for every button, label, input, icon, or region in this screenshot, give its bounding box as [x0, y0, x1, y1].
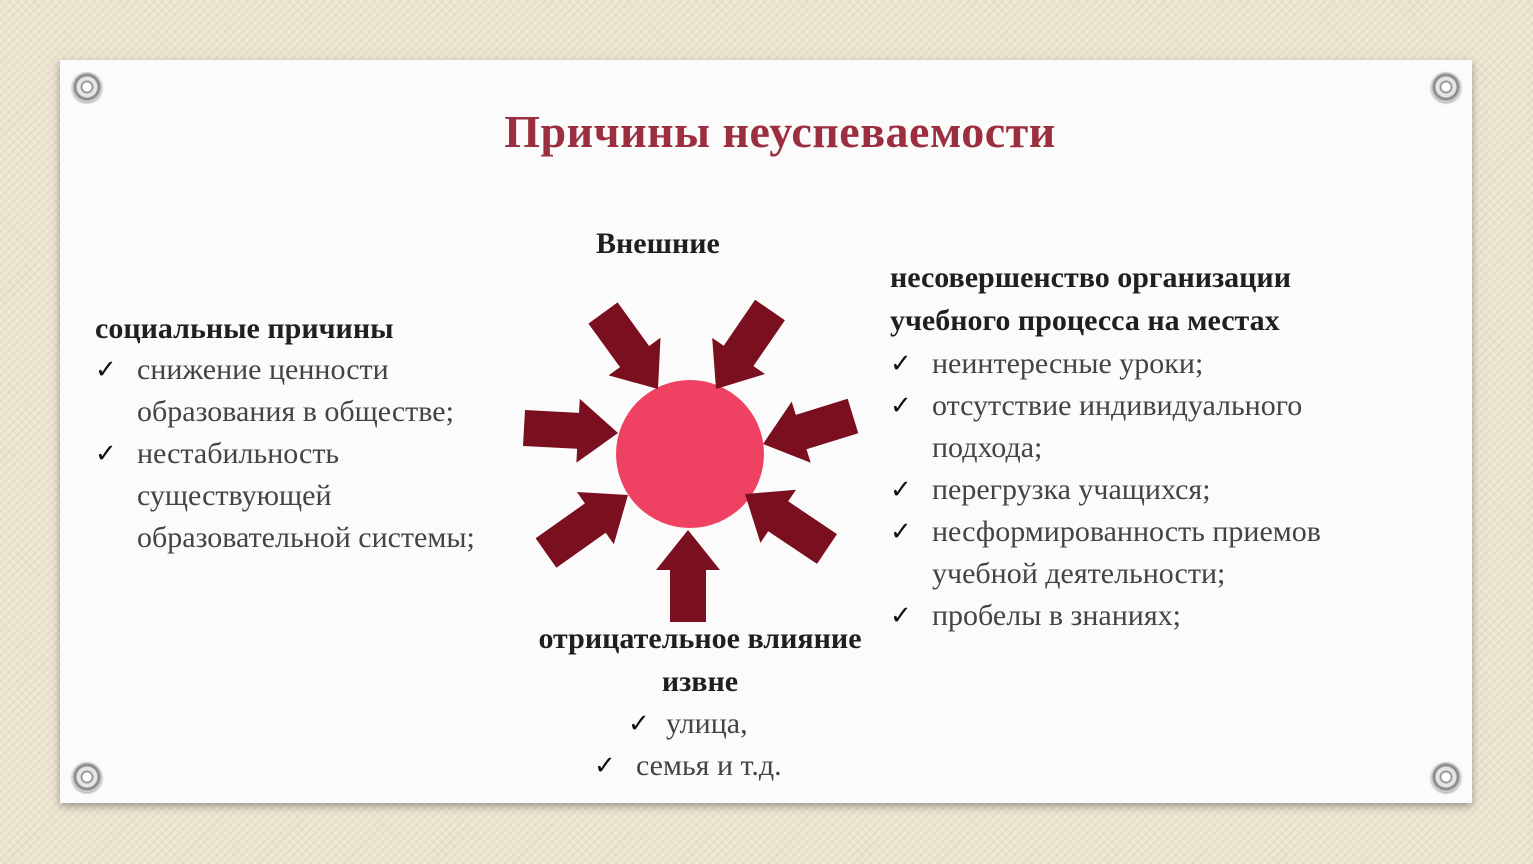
causes-diagram [500, 290, 880, 630]
bottom-heading-line: отрицательное влияние [538, 622, 862, 655]
list-item [890, 469, 1410, 511]
bottom-heading [480, 617, 920, 703]
center-circle [616, 380, 764, 528]
list-item [890, 343, 1410, 385]
list-item-text: отсутствие индивидуального [932, 389, 1303, 422]
list-item [890, 511, 1410, 595]
check-icon: ✓ [890, 601, 912, 631]
list-item-text: образовательной системы; [137, 521, 475, 554]
check-icon: ✓ [890, 475, 912, 505]
slide-title: Причины неуспеваемости [504, 106, 1056, 157]
arrow-left-icon [523, 399, 618, 463]
list-item-text: существующей [137, 479, 332, 512]
right-list [890, 343, 1410, 637]
list-item-text: образования в обществе; [137, 395, 454, 428]
left-list [95, 349, 535, 559]
list-item [95, 349, 535, 433]
check-icon: ✓ [628, 709, 650, 739]
list-item-text: перегрузка учащихся; [932, 473, 1211, 506]
check-icon: ✓ [95, 439, 117, 469]
check-icon: ✓ [890, 349, 912, 379]
check-icon: ✓ [594, 751, 616, 781]
arrow-right-icon [763, 399, 858, 463]
bottom-list [594, 703, 854, 787]
list-item-text: нестабильность [137, 437, 340, 470]
list-item-text: снижение ценности [137, 353, 389, 386]
top-label: Внешние [596, 227, 720, 260]
list-item [95, 433, 535, 559]
check-icon: ✓ [890, 391, 912, 421]
list-item [890, 385, 1410, 469]
list-item-text: улица, [666, 707, 748, 740]
list-item-text: несформированность приемов [932, 515, 1321, 548]
list-item-text: учебной деятельности; [932, 557, 1226, 590]
list-item [890, 595, 1410, 637]
bottom-heading-line: извне [661, 665, 739, 698]
check-icon: ✓ [890, 517, 912, 547]
arrow-bottom-right-icon [745, 490, 837, 564]
rivet-bottom-right-icon [1431, 762, 1461, 792]
rivet-top-left-icon [72, 72, 102, 102]
rivet-top-right-icon [1431, 72, 1461, 102]
left-heading: социальные причины [95, 312, 394, 345]
list-item [594, 703, 854, 745]
list-item-text: семья и т.д. [636, 749, 782, 782]
list-item-text: пробелы в знаниях; [932, 599, 1181, 632]
arrow-top-left-icon [588, 302, 660, 389]
right-heading-line: несовершенство организации [890, 261, 1292, 294]
list-item-text: неинтересные уроки; [932, 347, 1204, 380]
right-heading [890, 256, 1291, 342]
right-heading-line: учебного процесса на местах [890, 304, 1280, 337]
arrow-top-right-icon [712, 300, 785, 389]
check-icon: ✓ [95, 355, 117, 385]
arrow-bottom-left-icon [536, 492, 628, 568]
list-item-text: подхода; [932, 431, 1043, 464]
arrow-bottom-icon [656, 530, 720, 622]
rivet-bottom-left-icon [72, 762, 102, 792]
list-item [594, 745, 854, 787]
